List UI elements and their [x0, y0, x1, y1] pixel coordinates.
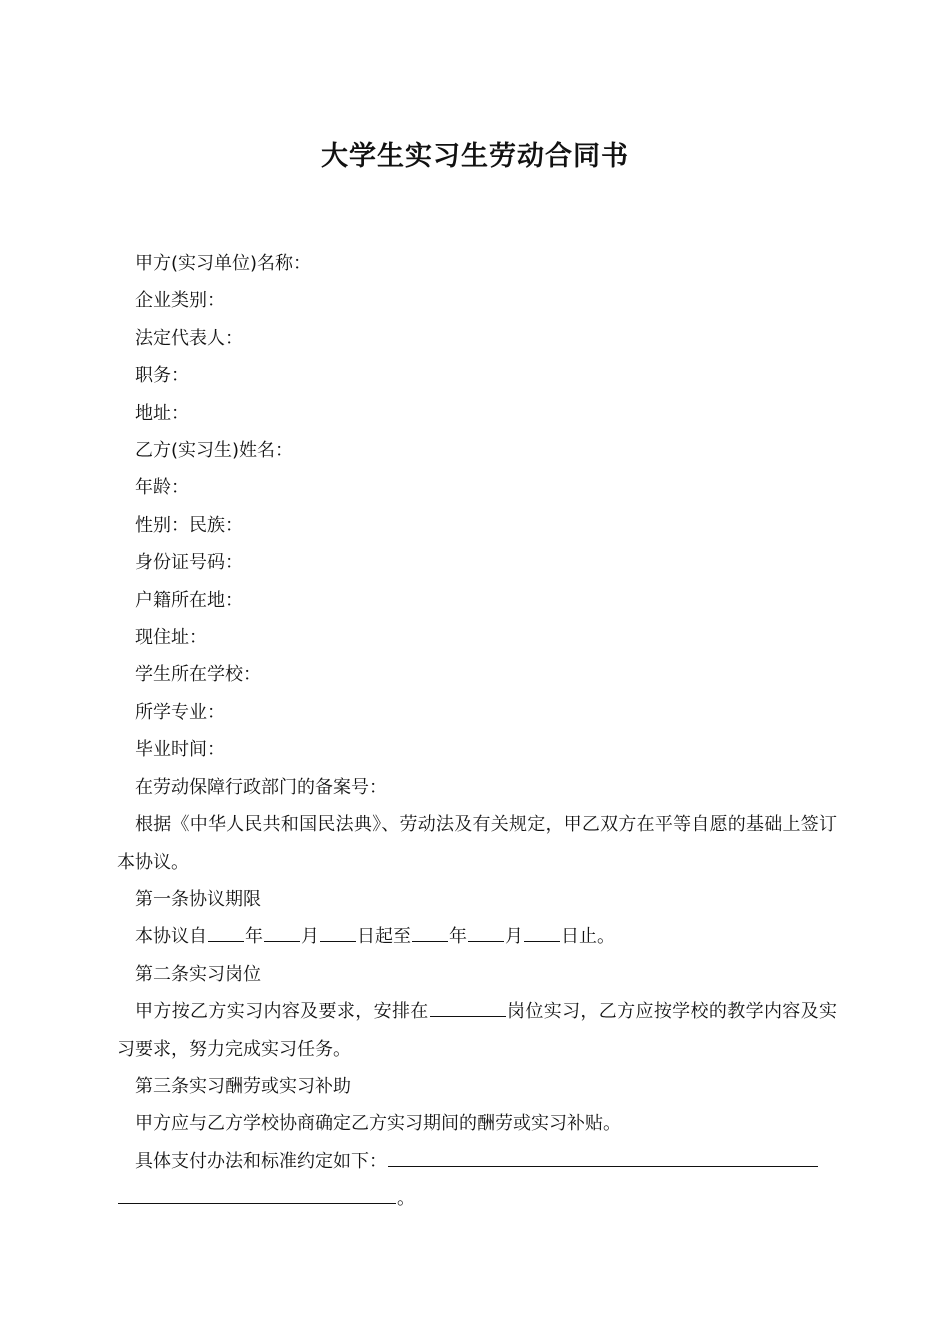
- article-1-text: 年: [245, 926, 263, 948]
- blank-payment-terms: [388, 1146, 818, 1167]
- field-id-number: 身份证号码：: [135, 552, 243, 574]
- article-2-text: 岗位实习，乙方应按学校的教学内容及实习要求，努力完成实习任务。: [117, 1001, 838, 1060]
- article-1-term: [117, 918, 837, 955]
- article-1-text: 日起至: [357, 926, 411, 948]
- field-household-registration: 户籍所在地：: [135, 589, 243, 611]
- article-2-paragraph: [117, 993, 837, 1068]
- article-2-heading: 第二条实习岗位: [135, 963, 261, 985]
- field-legal-representative: 法定代表人：: [135, 327, 243, 349]
- blank-start-day: [320, 921, 356, 942]
- intro-paragraph: 根据《中华人民共和国民法典》、劳动法及有关规定，甲乙双方在平等自愿的基础上签订本协议。: [117, 814, 837, 873]
- field-filing-number: 在劳动保障行政部门的备案号：: [135, 776, 387, 798]
- article-2-text: 甲方按乙方实习内容及要求，安排在: [135, 1001, 429, 1023]
- field-gender-ethnicity: 性别：民族：: [135, 514, 243, 536]
- field-school: 学生所在学校：: [135, 664, 261, 686]
- blank-start-year: [208, 921, 244, 942]
- article-3-end: 。: [397, 1188, 415, 1210]
- article-3-label: 具体支付办法和标准约定如下：: [135, 1150, 387, 1172]
- article-3-paragraph-1: 甲方应与乙方学校协商确定乙方实习期间的酬劳或实习补贴。: [135, 1113, 621, 1135]
- field-enterprise-type: 企业类别：: [135, 290, 225, 312]
- article-1-text: 日止。: [561, 926, 615, 948]
- blank-end-year: [412, 921, 448, 942]
- blank-post: [430, 996, 506, 1017]
- article-1-text: 年: [449, 926, 467, 948]
- field-major: 所学专业：: [135, 701, 225, 723]
- blank-end-month: [468, 921, 504, 942]
- article-1-text: 本协议自: [135, 926, 207, 948]
- field-age: 年龄：: [135, 477, 189, 499]
- field-party-a-name: 甲方(实习单位)名称：: [135, 253, 312, 274]
- field-current-address: 现住址：: [135, 627, 207, 649]
- article-3-paragraph-2: [117, 1143, 837, 1180]
- article-3-paragraph-2-cont: [117, 1180, 837, 1217]
- field-position: 职务：: [135, 365, 189, 387]
- field-party-b-name: 乙方(实习生)姓名：: [135, 440, 294, 462]
- blank-payment-terms-cont: [118, 1183, 396, 1204]
- page-title: 大学生实习生劳动合同书: [321, 141, 629, 172]
- blank-end-day: [524, 921, 560, 942]
- article-1-heading: 第一条协议期限: [135, 888, 261, 910]
- article-1-text: 月: [505, 926, 523, 948]
- article-3-heading: 第三条实习酬劳或实习补助: [135, 1075, 351, 1097]
- blank-start-month: [264, 921, 300, 942]
- article-1-text: 月: [301, 926, 319, 948]
- contract-body: [117, 245, 837, 1218]
- field-graduation-time: 毕业时间：: [135, 739, 225, 761]
- field-address: 地址：: [135, 402, 189, 424]
